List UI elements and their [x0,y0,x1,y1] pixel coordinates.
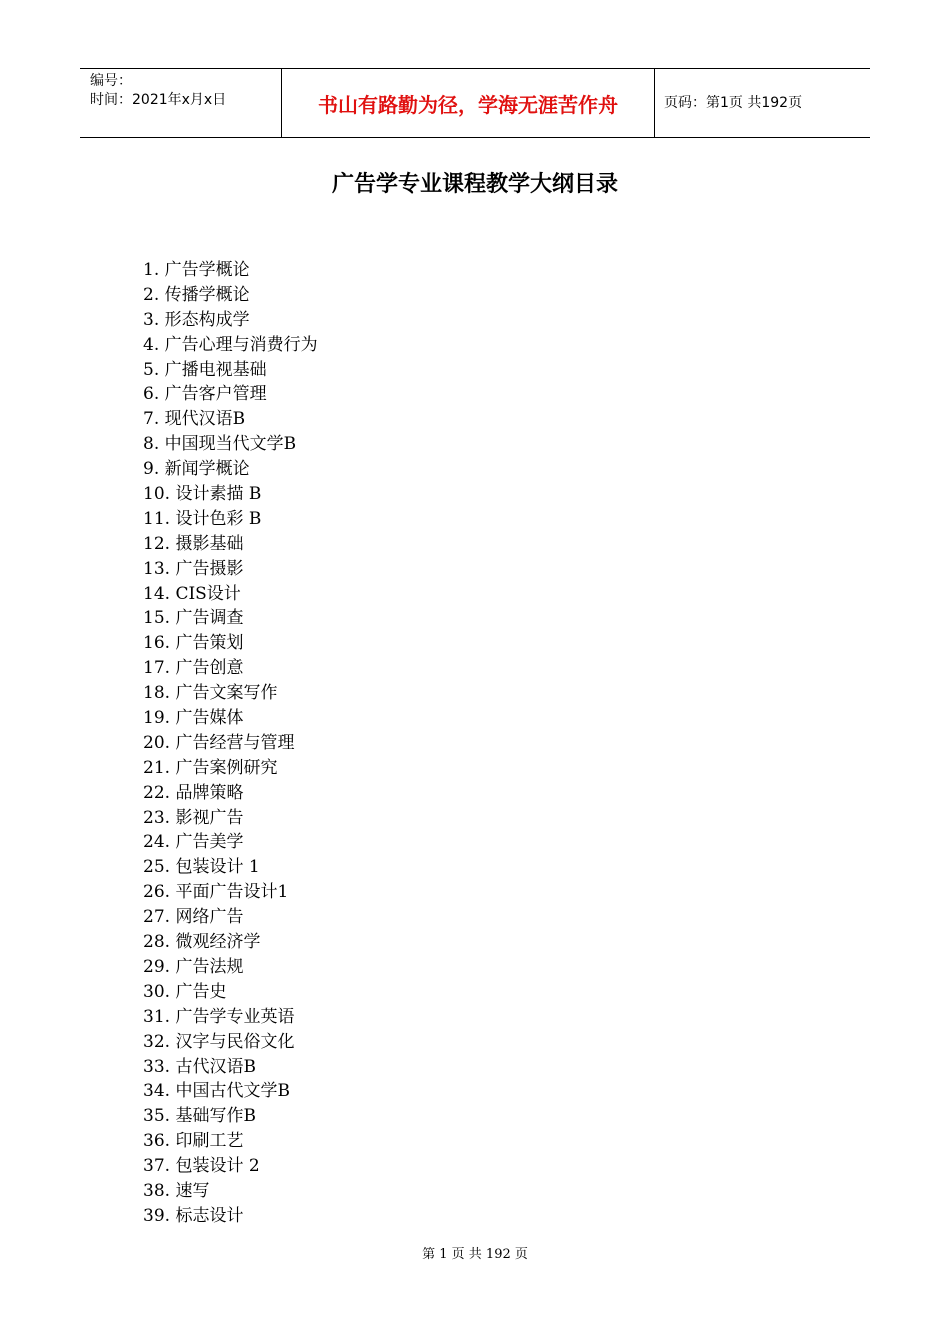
toc-item: 25. 包装设计 1 [143,857,260,878]
toc-item: 26. 平面广告设计1 [143,882,289,903]
toc-item: 15. 广告调查 [143,608,244,629]
toc-item: 32. 汉字与民俗文化 [143,1031,295,1052]
toc-item: 31. 广告学专业英语 [143,1006,295,1027]
toc-item: 1. 广告学概论 [143,260,250,280]
toc-item: 2. 传播学概论 [143,284,250,305]
toc-item: 38. 速写 [143,1180,210,1201]
toc-item: 29. 广告法规 [143,956,244,977]
toc-item: 8. 中国现当代文学B [143,434,297,455]
toc-item: 3. 形态构成学 [143,309,250,330]
page-footer: 第 1 页 共 192 页 [422,1247,528,1262]
header-meta [80,69,280,137]
toc-item: 27. 网络广告 [143,907,244,928]
toc-item: 34. 中国古代文学B [143,1081,290,1102]
toc-item: 30. 广告史 [143,981,227,1002]
toc-item: 12. 摄影基础 [143,533,244,554]
toc-item: 24. 广告美学 [143,832,244,853]
motto-text: 书山有路勤为径，学海无涯苦作舟 [318,93,618,117]
toc-item: 5. 广播电视基础 [143,359,267,380]
header-motto-cell [281,69,655,137]
toc-item: 33. 古代汉语B [143,1056,256,1077]
toc-list [143,258,318,1229]
toc-item: 13. 广告摄影 [143,558,244,579]
page-info: 页码：第1页 共192页 [664,95,803,111]
toc-item: 21. 广告案例研究 [143,757,278,778]
toc-item: 28. 微观经济学 [143,932,261,953]
toc-item: 6. 广告客户管理 [143,384,267,405]
toc-item: 18. 广告文案写作 [143,683,278,704]
toc-item: 20. 广告经营与管理 [143,732,295,753]
toc-item: 4. 广告心理与消费行为 [143,334,318,355]
toc-item: 10. 设计素描 B [143,484,262,505]
toc-item: 35. 基础写作B [143,1106,256,1127]
toc-item: 7. 现代汉语B [143,409,246,430]
toc-item: 19. 广告媒体 [143,708,244,729]
toc-item: 23. 影视广告 [143,807,244,828]
toc-item: 36. 印刷工艺 [143,1131,244,1152]
toc-item: 9. 新闻学概论 [143,459,250,480]
toc-item: 17. 广告创意 [143,658,244,679]
time-label: 时间：2021年x月x日 [90,92,227,108]
toc-item: 11. 设计色彩 B [143,508,262,529]
number-label: 编号： [90,73,132,89]
document-title: 广告学专业课程教学大纲目录 [331,172,618,197]
toc-item: 22. 品牌策略 [143,782,244,803]
toc-item: 14. CIS设计 [143,583,241,604]
toc-item: 39. 标志设计 [143,1205,244,1226]
toc-item: 16. 广告策划 [143,633,244,654]
page-header [80,68,870,138]
toc-item: 37. 包装设计 2 [143,1156,260,1177]
header-page-cell [654,69,870,137]
